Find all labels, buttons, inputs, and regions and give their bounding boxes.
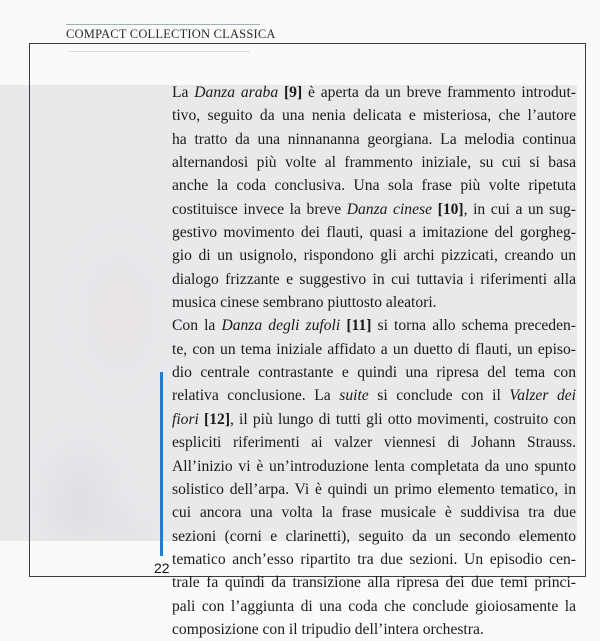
text-line <box>172 314 576 337</box>
text-run: composizione con il tripudio dell’intera orchestra. <box>172 620 484 638</box>
italic-title: Danza degli zufoli <box>221 317 341 335</box>
text-line <box>172 571 576 594</box>
text-run: relativa conclusione. La <box>172 387 340 405</box>
text-line <box>172 221 576 244</box>
text-run: si conclude con il <box>368 387 510 405</box>
paragraph <box>172 81 576 314</box>
text-line <box>172 408 576 431</box>
text-line <box>172 128 576 151</box>
text-run: cui ancora una volta la frase musicale è suddivisa tra due <box>172 504 576 522</box>
italic-title: fiori <box>172 410 199 428</box>
text-run: La <box>172 84 195 101</box>
text-line <box>172 361 576 384</box>
text-run: tematico anch’esso ripartito tra due sezioni. Un episodio cen- <box>172 550 576 568</box>
text-run: pali con l’aggiunta di una coda che conclude gioiosamente la <box>172 597 576 615</box>
text-line <box>172 548 576 571</box>
text-line <box>172 455 576 478</box>
text-run: espliciti riferimenti ai valzer viennesi di Johann Strauss. <box>172 434 576 452</box>
text-run: te, con un tema iniziale affidato a un duetto di flauti, un episo- <box>172 340 576 358</box>
italic-title: Danza cinese <box>346 200 433 218</box>
text-line <box>172 81 576 104</box>
text-line <box>172 501 576 524</box>
header-rule-top <box>66 24 260 25</box>
text-line <box>172 104 576 127</box>
track-reference: [10] <box>437 200 464 218</box>
track-reference: [12] <box>204 410 231 428</box>
body-text <box>172 81 576 641</box>
text-line <box>172 478 576 501</box>
text-run: si torna allo schema preceden- <box>371 317 576 335</box>
text-run: sezioni (corni e clarinetti), seguito da un secondo elemento <box>172 527 576 545</box>
italic-title: Valzer dei <box>509 387 577 405</box>
text-run: costituisce invece la breve <box>172 200 347 218</box>
track-reference: [11] <box>346 317 372 335</box>
text-line <box>172 174 576 197</box>
text-run: musica cinese sembrano piuttosto aleatori. <box>172 294 437 312</box>
text-line <box>172 595 576 618</box>
track-reference: [9] <box>283 84 303 101</box>
text-run: alternandosi più volte al frammento iniziale, su cui si basa <box>172 154 576 172</box>
paragraph <box>172 314 576 641</box>
text-line <box>172 198 576 221</box>
text-run: All’inizio vi è un’introduzione lenta completata da uno spunto <box>172 457 576 475</box>
text-run: dio centrale contrastante e quindi una ripresa del tema con <box>172 364 576 382</box>
text-line <box>172 338 576 361</box>
text-line <box>172 151 576 174</box>
text-run: gio di un usignolo, rispondono gli archi pizzicati, creando un <box>172 247 576 265</box>
text-line <box>172 384 576 407</box>
series-title: COMPACT COLLECTION CLASSICA <box>66 27 276 41</box>
accent-bar <box>160 372 163 556</box>
text-run: anche la coda conclusiva. Una sola frase più volte ripetuta <box>172 177 576 195</box>
text-line <box>172 244 576 267</box>
text-run: , il più lungo di tutti gli otto movimenti, costruito con <box>230 410 576 428</box>
text-run: solistico dell’arpa. Vi è quindi un primo elemento tematico, in <box>172 480 576 498</box>
text-run: ha tratto da una ninnananna georgiana. La melodia continua <box>172 130 576 148</box>
text-run: gestivo movimento dei flauti, quasi a imitazione del gorgheg- <box>172 224 576 242</box>
text-run: , in cui a un sug- <box>463 200 576 218</box>
italic-title: suite <box>339 387 369 405</box>
text-run: Con la <box>172 317 222 335</box>
text-line <box>172 525 576 548</box>
text-run: dialogo frizzante e suggestivo in cui tuttavia i riferimenti alla <box>172 270 576 288</box>
italic-title: Danza araba <box>194 84 279 101</box>
text-line <box>172 268 576 291</box>
text-run: trale fa quindi da transizione alla ripresa dei due temi princi- <box>172 574 576 592</box>
text-line <box>172 618 576 641</box>
text-run: tivo, seguito da una nenia delicata e misteriosa, che l’autore <box>172 107 576 125</box>
text-run: è aperta da un breve frammento introdut- <box>302 84 576 101</box>
text-line <box>172 291 576 314</box>
text-line <box>172 431 576 454</box>
page-number: 22 <box>154 560 170 576</box>
